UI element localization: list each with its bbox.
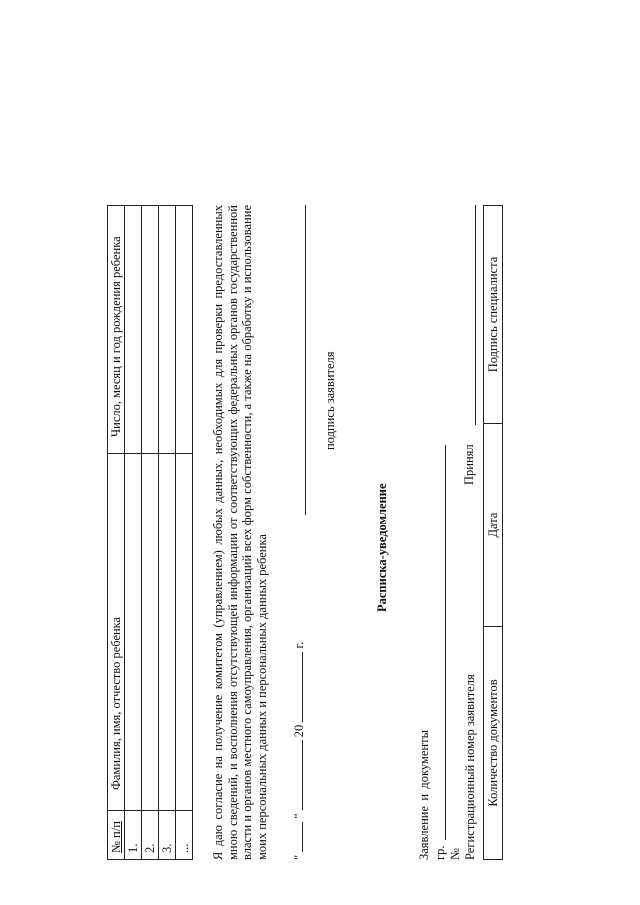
- table-row: [176, 206, 193, 860]
- receipt-title: Расписка-уведомление: [375, 483, 389, 612]
- year-prefix: 20: [292, 724, 306, 738]
- row-birthdate: [176, 206, 193, 454]
- month-blank: [291, 740, 303, 810]
- column-header-doc-count: Количество документов: [484, 627, 503, 860]
- column-header-date: Дата: [484, 424, 503, 627]
- registration-number-label: Регистрационный номер заявителя: [463, 674, 477, 860]
- accepted-by-label: Принял: [462, 444, 476, 485]
- year-suffix: г.: [292, 641, 306, 649]
- date-line: [291, 642, 307, 860]
- table-header-row: [108, 206, 125, 860]
- row-number: 2.: [142, 811, 159, 860]
- citizen-name-line: [445, 445, 446, 840]
- row-fullname: [159, 454, 176, 811]
- date-quote-open: ": [292, 854, 306, 860]
- applicant-signature-line: [305, 205, 306, 515]
- citizen-label: гр.: [433, 845, 447, 860]
- row-birthdate: [142, 206, 159, 454]
- column-header-specialist-signature: Подпись специалиста: [484, 206, 503, 424]
- date-quote-close: ": [292, 813, 306, 819]
- documents-word-1: Заявление: [417, 805, 431, 860]
- consent-paragraph: Я даю согласие на получение комитетом (управлением) любых данных, необходимых для проверки предоставленных мною сведений, и восполнения отсутствующей информации от соответствующих федеральных органов государственной власти и органов местного самоуправления, организаций всех форм собственности, а также на обработку и использование моих персональных данных и персональных данных ребенка: [211, 205, 269, 860]
- number-label: №: [448, 848, 462, 860]
- column-header-birthdate: Число, месяц и год рождения ребенка: [108, 206, 125, 454]
- row-fullname: [142, 454, 159, 811]
- row-number: 3.: [159, 811, 176, 860]
- row-birthdate: [125, 206, 142, 454]
- row-fullname: [125, 454, 142, 811]
- table-row: [159, 206, 176, 860]
- document-sheet: [107, 205, 502, 860]
- documents-label: [417, 730, 432, 860]
- row-number: 1.: [125, 811, 142, 860]
- column-header-fullname: Фамилия, имя, отчество ребенка: [108, 454, 125, 811]
- year-blank: [291, 652, 303, 722]
- column-header-number: № п/п: [108, 811, 125, 860]
- reception-table: [483, 205, 503, 860]
- row-fullname: [176, 454, 193, 811]
- accepted-by-line: [475, 205, 476, 425]
- children-table: [107, 205, 193, 860]
- table-row: [142, 206, 159, 860]
- row-number: ...: [176, 811, 193, 860]
- documents-word-2: и: [417, 793, 431, 801]
- row-birthdate: [159, 206, 176, 454]
- table-header-row: [484, 206, 503, 860]
- applicant-signature-label: подпись заявителя: [323, 351, 337, 450]
- day-blank: [291, 822, 303, 852]
- documents-word-3: документы: [417, 730, 431, 789]
- table-row: [125, 206, 142, 860]
